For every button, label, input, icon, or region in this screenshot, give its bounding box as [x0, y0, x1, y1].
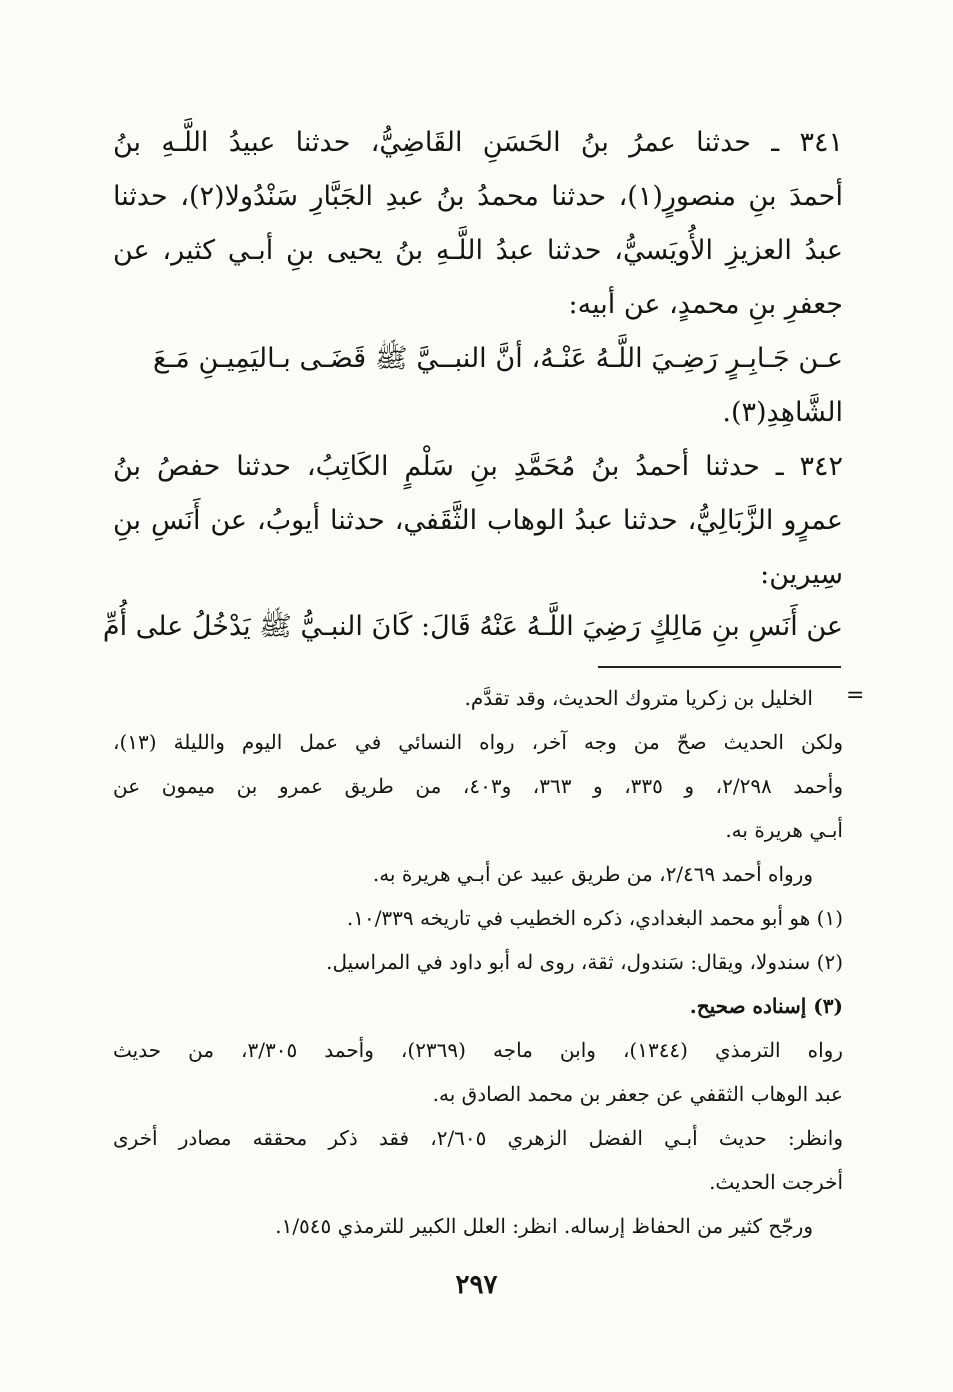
footnote-line-9: رواه الترمذي (١٣٤٤)، وابن ماجه (٢٣٦٩)، وأحمد ٣/٣٠٥، من حديث	[113, 1038, 843, 1062]
main-line-3: عبدُ العزيزِ الأُويَسيُّ، حدثنا عبدُ اللَّـهِ بنُ يحيى بنِ أبـي كثير، عن	[113, 235, 843, 266]
footnote-line-11: وانظر: حديث أبـي الفضل الزهري ٢/٦٠٥، فقد ذكر محققه مصادر أخرى	[113, 1126, 843, 1150]
footnote-line-13: ورجّح كثير من الحفاظ إرساله. انظر: العلل الكبير للترمذي ١/٥٤٥.	[275, 1214, 813, 1238]
footnote-line-12: أخرجت الحديث.	[709, 1170, 843, 1194]
main-line-2: أحمدَ بنِ منصورٍ(١)، حدثنا محمدُ بنُ عبدِ الجَبَّارِ سَنْدُولا(٢)، حدثنا	[113, 181, 843, 212]
main-line-8: عمرٍو الزَّبَالِيُّ، حدثنا عبدُ الوهاب الثَّقَفي، حدثنا أيوبُ، عن أَنَسِ بنِ	[113, 505, 843, 536]
footnote-separator	[598, 666, 841, 668]
footnote-line-10: عبد الوهاب الثقفي عن جعفر بن محمد الصادق به.	[432, 1082, 843, 1106]
main-line-4: جعفرِ بنِ محمدٍ، عن أبيه:	[568, 289, 843, 320]
footnote-line-6: (١) هو أبو محمد البغدادي، ذكره الخطيب في تاريخه ١٠/٣٣٩.	[346, 906, 843, 930]
footnote-line-3: وأحمد ٢/٢٩٨، و ٣٣٥، و ٣٦٣، و٤٠٣، من طريق عمرو بن ميمون عن	[113, 774, 843, 798]
main-line-6: الشَّاهِدِ(٣).	[722, 397, 843, 428]
main-line-5: عـن جَـابِـرٍ رَضِـيَ اللَّـهُ عَنْـهُ، أنَّ النبــيَّ ﷺ قَضَـى بـاليَمِيـنِ مَـعَ	[153, 343, 843, 374]
main-line-10: عن أَنَسِ بنِ مَالِكٍ رَضِيَ اللَّـهُ عَنْهُ قَالَ: كَانَ النبـيُّ ﷺ يَدْخُلُ على أُمِّ	[102, 611, 843, 642]
footnote-line-5: ورواه أحمد ٢/٤٦٩، من طريق عبيد عن أبـي هريرة به.	[372, 862, 813, 886]
footnote-line-2: ولكن الحديث صحّ من وجه آخر، رواه النسائي في عمل اليوم والليلة (١٣)،	[113, 730, 843, 754]
page-number: ٢٩٧	[455, 1270, 498, 1300]
main-line-1: ٣٤١ ـ حدثنا عمرُ بنُ الحَسَنِ القَاضِيُّ، حدثنا عبيدُ اللَّـهِ بنُ	[113, 127, 843, 158]
footnote-line-8: (٣) إسناده صحيح.	[689, 994, 843, 1018]
main-line-9: سِيرين:	[760, 559, 843, 590]
footnote-line-1: الخليل بن زكريا متروك الحديث، وقد تقدَّم.	[464, 686, 813, 710]
footnote-line-7: (٢) سندولا، ويقال: سَندول، ثقة، روى له أبو داود في المراسيل.	[326, 950, 843, 974]
footnote-continuation-mark: =	[846, 683, 865, 708]
footnote-line-4: أبـي هريرة به.	[725, 818, 843, 842]
main-line-7: ٣٤٢ ـ حدثنا أحمدُ بنُ مُحَمَّدِ بنِ سَلْمٍ الكَاتِبُ، حدثنا حفصُ بنُ	[113, 451, 843, 482]
